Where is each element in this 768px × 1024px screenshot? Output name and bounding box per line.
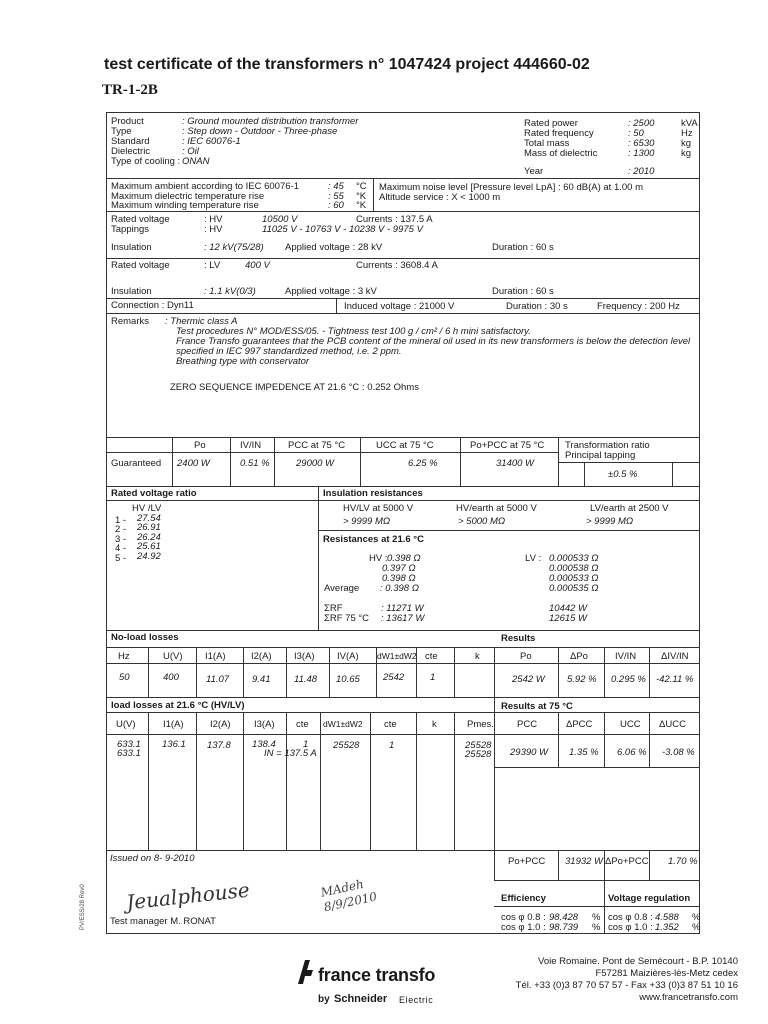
gt-header-ivin: IV/IN (240, 440, 262, 451)
regulation-title: Voltage regulation (608, 893, 691, 904)
unit-max-ambient: °C (356, 181, 367, 192)
nl-result-value: 5.92 % (567, 674, 597, 685)
value-max-ambient: : 45 (328, 181, 344, 192)
ll-header: cte (384, 719, 397, 730)
hv-average: : 0.398 Ω (380, 583, 419, 594)
value-dielectric: : Oil (182, 146, 199, 157)
lv-currents: Currents : 3608.4 A (356, 260, 438, 271)
value-product: : Ground mounted distribution transformer (182, 116, 359, 127)
by-label: by (318, 994, 330, 1005)
gt-value-ratio: ±0.5 % (608, 469, 638, 480)
hv-applied-voltage: Applied voltage : 28 kV (285, 242, 383, 253)
remark-line: Breathing type with conservator (176, 356, 310, 367)
lv-insulation-value: : 1.1 kV(0/3) (204, 286, 256, 297)
ll-value: 25528 (465, 740, 492, 751)
hv-resistance: 0.398 Ω (387, 553, 421, 564)
ll-result-header: ΔUCC (659, 719, 686, 730)
nl-value: 10.65 (336, 674, 360, 685)
schneider-label: Schneider (334, 993, 388, 1005)
average-label: Average (324, 583, 360, 594)
certificate-title: test certificate of the transformers n° 1047424 project 444660-02 (104, 56, 590, 73)
reg-value: 1.352 (655, 922, 679, 933)
hv-resistance: 0.397 Ω (382, 563, 416, 574)
eff-unit: % (592, 912, 601, 923)
nl-header: I2(A) (251, 651, 272, 662)
transformer-id: TR-1-2B (102, 82, 158, 98)
reg-unit: % (692, 922, 701, 933)
nl-header: I1(A) (205, 651, 226, 662)
lv-resistance-label: LV : (525, 553, 542, 564)
gt-value-pcc: 29000 W (296, 458, 335, 469)
ll-header: k (432, 719, 437, 730)
ll-header: dW1±dW2 (323, 719, 363, 729)
ll-value: 633.1 (117, 739, 141, 750)
issued-on: Issued on 8- 9-2010 (110, 853, 195, 864)
ll-value: 137.8 (207, 740, 231, 751)
load-results-title: Results at 75 °C (501, 701, 573, 712)
rf-lv: 10442 W (549, 603, 588, 614)
rf75-label: ΣRF 75 °C (324, 613, 370, 624)
gt-header-tapping: Principal tapping (565, 450, 636, 461)
label-dielectric: Dielectric (111, 146, 151, 157)
ratio-title: Rated voltage ratio (111, 488, 197, 499)
france-transfo-logo-icon (296, 958, 314, 986)
tap-number: 2 - (115, 524, 127, 535)
unit-rated-power: kVA (681, 118, 698, 129)
ll-header: I1(A) (163, 719, 184, 730)
nl-result-header: ΔIV/IN (661, 651, 689, 662)
efficiency-title: Efficiency (501, 893, 546, 904)
remark-line: : Thermic class A (165, 316, 238, 327)
label-year: Year (524, 166, 544, 177)
value-year: : 2010 (628, 166, 655, 177)
ratio-value: 27.54 (137, 513, 161, 524)
ratio-value: 26.24 (137, 532, 161, 543)
hv-currents: Currents : 137.5 A (356, 214, 433, 225)
unit-rated-frequency: Hz (681, 128, 693, 139)
gt-value-ucc: 6.25 % (408, 458, 438, 469)
value-mass-dielectric: : 1300 (628, 148, 655, 159)
unit-mass-dielectric: kg (681, 148, 692, 159)
ll-value: 633.1 (117, 748, 141, 759)
nl-header: Hz (118, 651, 130, 662)
brand-name: france transfo (318, 965, 436, 985)
rf-hv: : 11271 W (381, 603, 424, 614)
noise-level: Maximum noise level [Pressure level LpA] : 60 dB(A) at 1.00 m (379, 182, 644, 193)
rf75-hv: : 13617 W (381, 613, 425, 624)
nl-value: 50 (119, 672, 130, 683)
nl-header: cte (425, 651, 438, 662)
hv-rated-label: Rated voltage (111, 214, 170, 225)
ir-header-hvlv: HV/LV at 5000 V (343, 503, 414, 514)
reg-value: 4.588 (655, 912, 679, 923)
noload-results-title: Results (501, 633, 536, 644)
eff-value: 98.739 (549, 922, 579, 933)
nl-header: dW1±dW2 (377, 651, 417, 661)
ll-result-header: UCC (620, 719, 641, 730)
nl-result-value: 0.295 % (611, 674, 646, 685)
value-type: : Step down - Outdoor - Three-phase (182, 126, 338, 137)
induced-voltage: Induced voltage : 21000 V (344, 301, 455, 312)
label-cooling: Type of cooling : (111, 156, 181, 167)
lv-rated-voltage: 400 V (245, 260, 270, 271)
remark-line: specified in IEC 997 standardized method, i.e. 2 ppm. (176, 346, 402, 357)
lv-applied-voltage: Applied voltage : 3 kV (285, 286, 377, 297)
nl-result-header: IV/IN (615, 651, 637, 662)
nl-header: k (475, 651, 480, 662)
eff-label: cos φ 0.8 : (501, 912, 546, 923)
po-pcc-value: 31932 W (565, 856, 604, 867)
lv-resistance: 0.000533 Ω (549, 573, 599, 584)
ratio-value: 24.92 (137, 551, 161, 562)
gt-header-ucc: UCC at 75 °C (376, 440, 434, 451)
eff-label: cos φ 1.0 : (501, 922, 546, 933)
label-product: Product (111, 116, 144, 127)
ir-value-hvlv: > 9999 MΩ (343, 516, 391, 527)
ir-header-lvearth: LV/earth at 2500 V (590, 503, 669, 514)
lv-resistance: 0.000533 Ω (549, 553, 599, 564)
eff-unit: % (592, 922, 601, 933)
website-link[interactable]: www.francetransfo.com (639, 992, 738, 1003)
lv-rated-value: : LV (204, 260, 221, 271)
ll-result-value: 6.06 % (617, 747, 647, 758)
ll-header: U(V) (116, 719, 136, 730)
tap-number: 5 - (115, 553, 127, 564)
nl-result-value: -42.11 % (656, 674, 694, 685)
address-line: Voie Romaine. Pont de Semécourt - B.P. 10140 (538, 956, 738, 967)
lv-insulation-label: Insulation (111, 286, 152, 297)
dpo-pcc-value: 1.70 % (668, 856, 698, 867)
reg-label: cos φ 1.0 : (608, 922, 653, 933)
nl-value: 400 (163, 672, 179, 683)
rf75-lv: 12615 W (549, 613, 588, 624)
ll-value: 136.1 (162, 739, 186, 750)
value-rated-power: : 2500 (628, 118, 655, 129)
resistances-title: Resistances at 21.6 °C (323, 534, 424, 545)
remark-line: Test procedures N° MOD/ESS/05. - Tightness test 100 g / cm² / 6 h mini satisfactory. (176, 326, 531, 337)
ll-result-header: PCC (517, 719, 538, 730)
gt-value-popcc: 31400 W (496, 458, 535, 469)
ll-header: I2(A) (210, 719, 231, 730)
ll-value: 1 (303, 739, 309, 750)
tap-number: 4 - (115, 543, 127, 554)
nl-header: IV(A) (337, 651, 359, 662)
gt-value-ivin: 0.51 % (240, 458, 270, 469)
ir-value-lvearth: > 9999 MΩ (586, 516, 634, 527)
gt-header-pcc: PCC at 75 °C (288, 440, 346, 451)
ratio-value: 26.91 (137, 522, 161, 533)
ll-result-value: -3.08 % (662, 747, 695, 758)
label-winding-rise: Maximum winding temperature rise (111, 200, 259, 211)
induced-frequency: Frequency : 200 Hz (597, 301, 680, 312)
ll-value: 1 (389, 740, 395, 751)
nl-result-header: ΔPo (570, 651, 588, 662)
label-max-ambient: Maximum ambient according to IEC 60076-1 (111, 181, 299, 192)
lv-resistance: 0.000538 Ω (549, 563, 599, 574)
ir-value-hvearth: > 5000 MΩ (458, 516, 506, 527)
gt-value-po: 2400 W (177, 458, 210, 469)
reg-label: cos φ 0.8 : (608, 912, 653, 923)
ratio-value: 25.61 (137, 541, 161, 552)
unit-total-mass: kg (681, 138, 692, 149)
hv-duration: Duration : 60 s (492, 242, 554, 253)
electric-label: Electric (399, 995, 434, 1005)
connection-label: Connection : Dyn11 (111, 300, 194, 311)
label-mass-dielectric: Mass of dielectric (524, 148, 598, 159)
zero-sequence-impedance: ZERO SEQUENCE IMPEDENCE AT 21.6 °C : 0.252 Ohms (170, 382, 419, 393)
nl-value: 2542 (383, 672, 405, 683)
lv-resistance: 0.000535 Ω (549, 583, 599, 594)
tap-number: 3 - (115, 534, 127, 545)
nl-value: 11.07 (206, 674, 230, 685)
hv-tappings-value: : HV (204, 224, 223, 235)
value-winding-rise: : 60 (328, 200, 344, 211)
noload-title: No-load losses (111, 632, 179, 643)
address-line: F57281 Maizières-lès-Metz cedex (595, 968, 738, 979)
hv-rated-value: : HV (204, 214, 223, 225)
hv-resistance-label: HV : (369, 553, 388, 564)
value-rated-frequency: : 50 (628, 128, 644, 139)
remarks-label: Remarks (111, 316, 150, 327)
ll-result-value: 29390 W (510, 747, 549, 758)
ll-result-header: ΔPCC (566, 719, 593, 730)
hv-tappings-voltages: 11025 V - 10763 V - 10238 V - 9975 V (262, 224, 423, 235)
value-standard: : IEC 60076-1 (182, 136, 241, 147)
nl-value: 1 (430, 672, 436, 683)
ll-value: 25528 (465, 749, 492, 760)
gt-header-ratio: Transformation ratio (565, 440, 650, 451)
nl-header: I3(A) (294, 651, 315, 662)
ir-header-hvearth: HV/earth at 5000 V (456, 503, 537, 514)
ratio-header: HV /LV (132, 503, 162, 514)
nl-result-value: 2542 W (512, 674, 545, 685)
po-pcc-label: Po+PCC (508, 856, 546, 867)
gt-header-popcc: Po+PCC at 75 °C (470, 440, 545, 451)
gt-row-label: Guaranteed (111, 458, 162, 469)
ll-header: I3(A) (254, 719, 275, 730)
value-dielectric-rise: : 55 (328, 191, 344, 202)
ll-value: 25528 (333, 740, 360, 751)
induced-duration: Duration : 30 s (506, 301, 568, 312)
remark-line: France Transfo guarantees that the PCB content of the mineral oil used in its new transformers is below the detection level (176, 336, 691, 347)
label-dielectric-rise: Maximum dielectric temperature rise (111, 191, 265, 202)
ll-result-value: 1.35 % (569, 747, 599, 758)
altitude-service: Altitude service : X < 1000 m (379, 192, 501, 203)
side-form-code: PV/ESS/28 Rev0 (80, 884, 86, 930)
label-rated-frequency: Rated frequency (524, 128, 594, 139)
eff-value: 98.428 (549, 912, 579, 923)
value-total-mass: : 6530 (628, 138, 655, 149)
hv-insulation-label: Insulation (111, 242, 152, 253)
ll-header: cte (296, 719, 309, 730)
hv-resistance: 0.398 Ω (382, 573, 416, 584)
load-title: load losses at 21.6 °C (HV/LV) (111, 700, 245, 711)
tap-number: 1 - (115, 515, 127, 526)
reg-unit: % (692, 912, 701, 923)
lv-duration: Duration : 60 s (492, 286, 554, 297)
in-note: IN = 137.5 A (264, 748, 317, 759)
unit-dielectric-rise: °K (356, 191, 367, 202)
nl-result-header: Po (520, 651, 532, 662)
handwritten-stamp: MAdeh 8/9/2010 (319, 876, 379, 915)
ll-header: Pmes. (467, 719, 494, 730)
gt-header-po: Po (194, 440, 206, 451)
dpo-pcc-label: ΔPo+PCC (605, 856, 649, 867)
label-total-mass: Total mass (524, 138, 570, 149)
nl-value: 11.48 (294, 674, 318, 685)
unit-winding-rise: °K (356, 200, 367, 211)
hv-insulation-value: : 12 kV(75/28) (204, 242, 264, 253)
rf-label: ΣRF (324, 603, 343, 614)
address-line: Tél. +33 (0)3 87 70 57 57 - Fax +33 (0)3 87 51 10 16 (515, 980, 738, 991)
lv-rated-label: Rated voltage (111, 260, 170, 271)
test-manager: Test manager M. RONAT (110, 916, 216, 927)
label-standard: Standard (111, 136, 150, 147)
hv-rated-voltage: 10500 V (262, 214, 298, 225)
nl-header: U(V) (163, 651, 183, 662)
nl-value: 9.41 (252, 674, 271, 685)
signature: Jeualphouse (125, 877, 251, 915)
ll-value: 138.4 (252, 739, 276, 750)
label-type: Type (111, 126, 132, 137)
hv-tappings-label: Tappings (111, 224, 150, 235)
insulation-res-title: Insulation resistances (323, 488, 423, 499)
label-rated-power: Rated power (524, 118, 578, 129)
value-cooling: ONAN (182, 156, 210, 167)
